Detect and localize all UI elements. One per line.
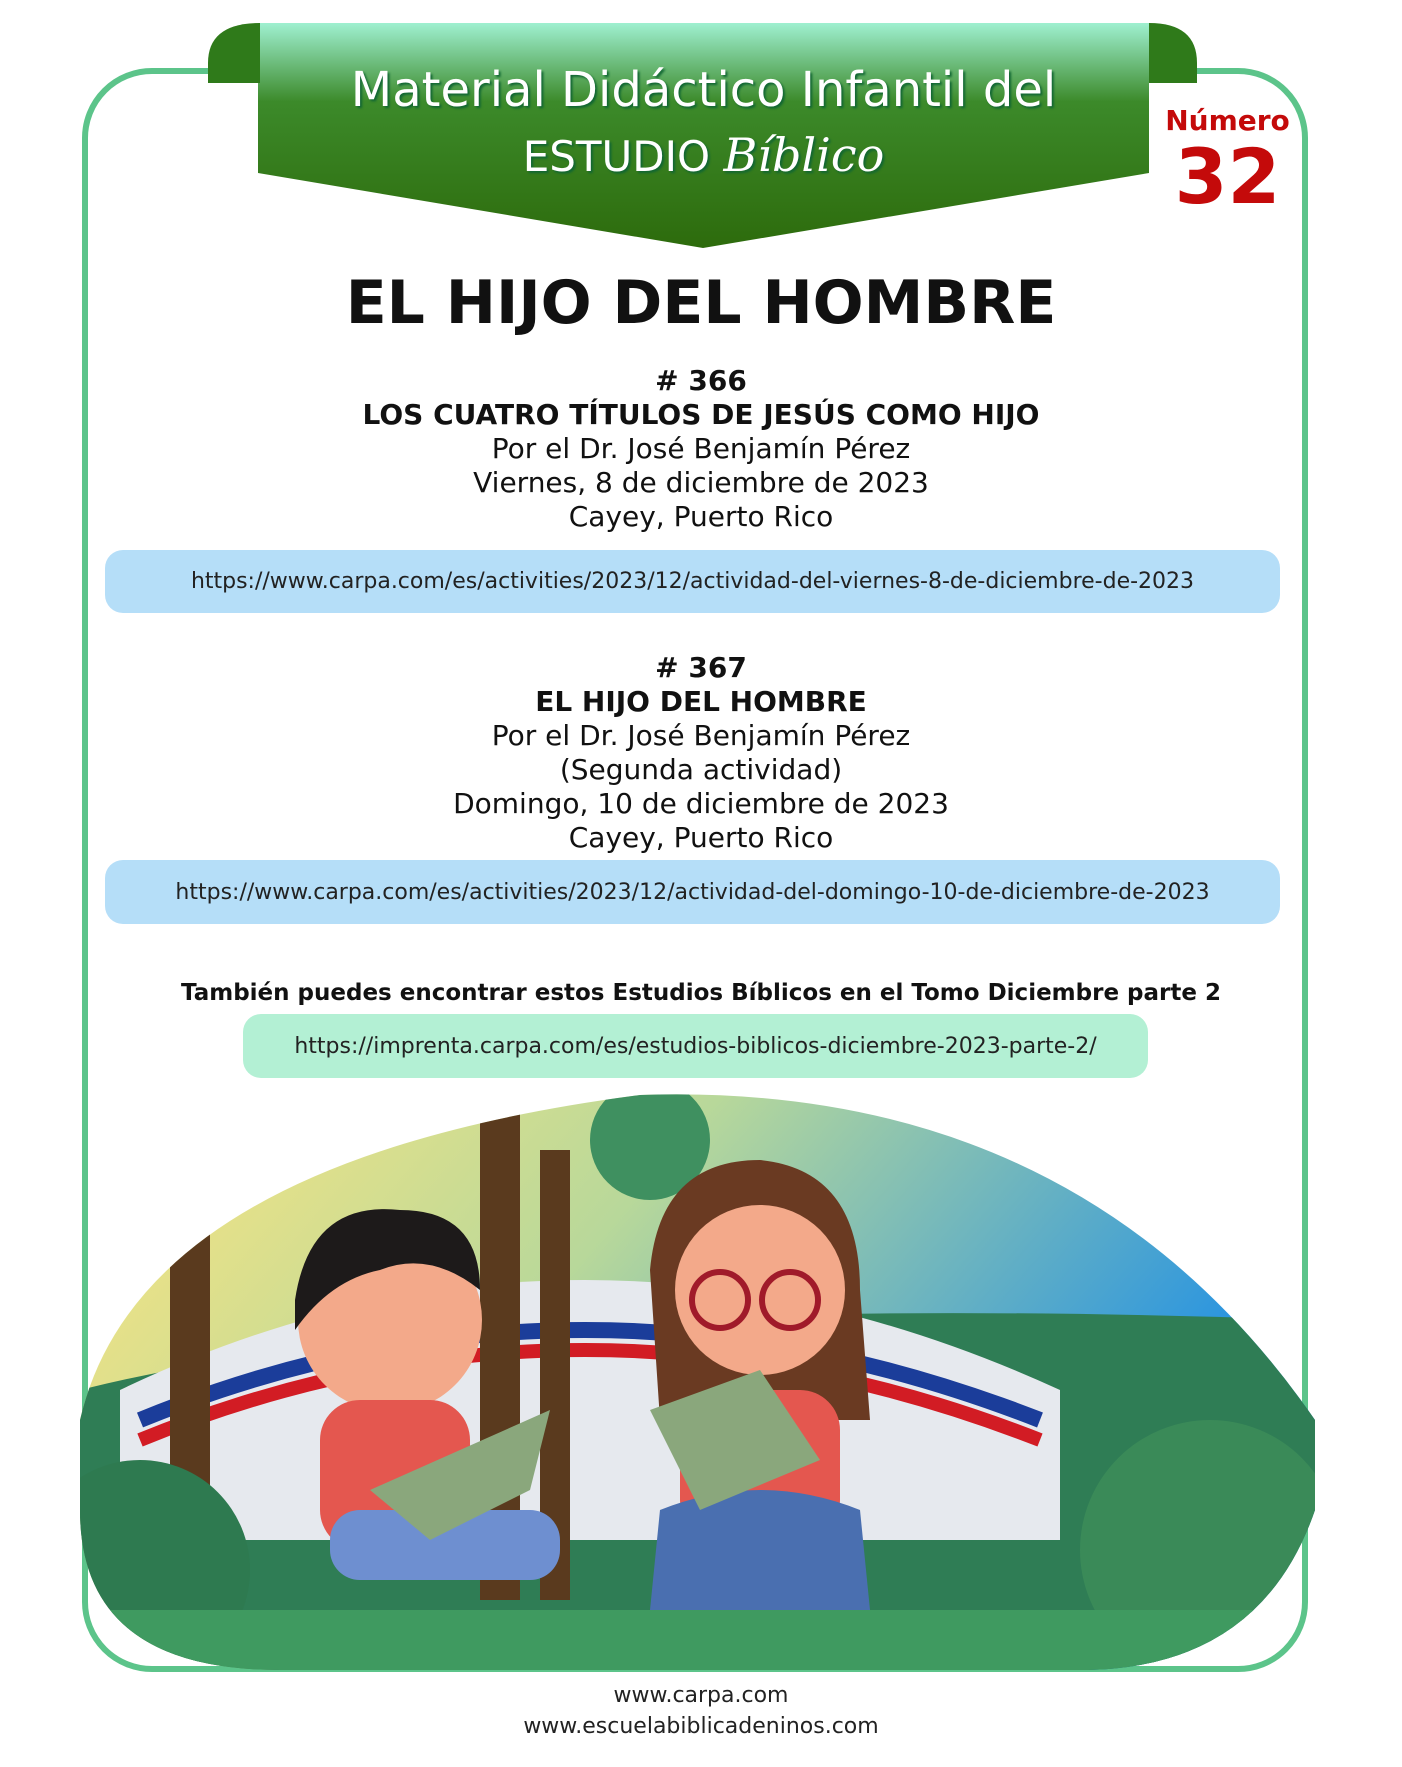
study-place: Cayey, Puerto Rico xyxy=(568,821,834,854)
header-line1: Material Didáctico Infantil del xyxy=(350,62,1057,118)
study-name: EL HIJO DEL HOMBRE xyxy=(535,685,867,718)
study-date: Domingo, 10 de diciembre de 2023 xyxy=(453,787,949,820)
issue-number xyxy=(1165,104,1290,221)
study-366 xyxy=(0,364,1402,534)
page-title: EL HIJO DEL HOMBRE xyxy=(345,268,1057,338)
study-author: Por el Dr. José Benjamín Pérez xyxy=(491,719,911,752)
study-367-link[interactable]: https://www.carpa.com/es/activities/2023/12/actividad-del-domingo-10-de-diciembre-de-2023 xyxy=(105,860,1280,924)
header-line2 xyxy=(258,128,1149,182)
footer-escuela[interactable]: www.escuelabiblicadeninos.com xyxy=(523,1714,879,1739)
ribbon-curl-left xyxy=(208,23,260,83)
study-author: Por el Dr. José Benjamín Pérez xyxy=(491,432,911,465)
header-biblico: Bíblico xyxy=(723,128,885,182)
study-date: Viernes, 8 de diciembre de 2023 xyxy=(473,466,929,499)
study-note: (Segunda actividad) xyxy=(559,753,843,786)
tomo-text: También puedes encontrar estos Estudios Bíblicos en el Tomo Diciembre parte 2 xyxy=(181,980,1221,1006)
tomo-link[interactable]: https://imprenta.carpa.com/es/estudios-biblicos-diciembre-2023-parte-2/ xyxy=(243,1014,1148,1078)
study-name: LOS CUATRO TÍTULOS DE JESÚS COMO HIJO xyxy=(362,398,1040,431)
ribbon-curl-right xyxy=(1149,23,1199,83)
study-number: # 367 xyxy=(655,651,747,684)
footer-carpa[interactable]: www.carpa.com xyxy=(613,1683,789,1708)
study-366-link[interactable]: https://www.carpa.com/es/activities/2023/12/actividad-del-viernes-8-de-diciembre-de-2023 xyxy=(105,550,1280,613)
study-number: # 366 xyxy=(655,364,747,397)
children-reading-illustration xyxy=(80,1090,1315,1670)
girl xyxy=(650,1160,870,1610)
study-place: Cayey, Puerto Rico xyxy=(568,500,834,533)
study-367 xyxy=(0,651,1402,855)
header-estudio: ESTUDIO xyxy=(522,132,711,181)
numero-label: Número xyxy=(1165,104,1290,137)
numero-value: 32 xyxy=(1174,132,1281,221)
